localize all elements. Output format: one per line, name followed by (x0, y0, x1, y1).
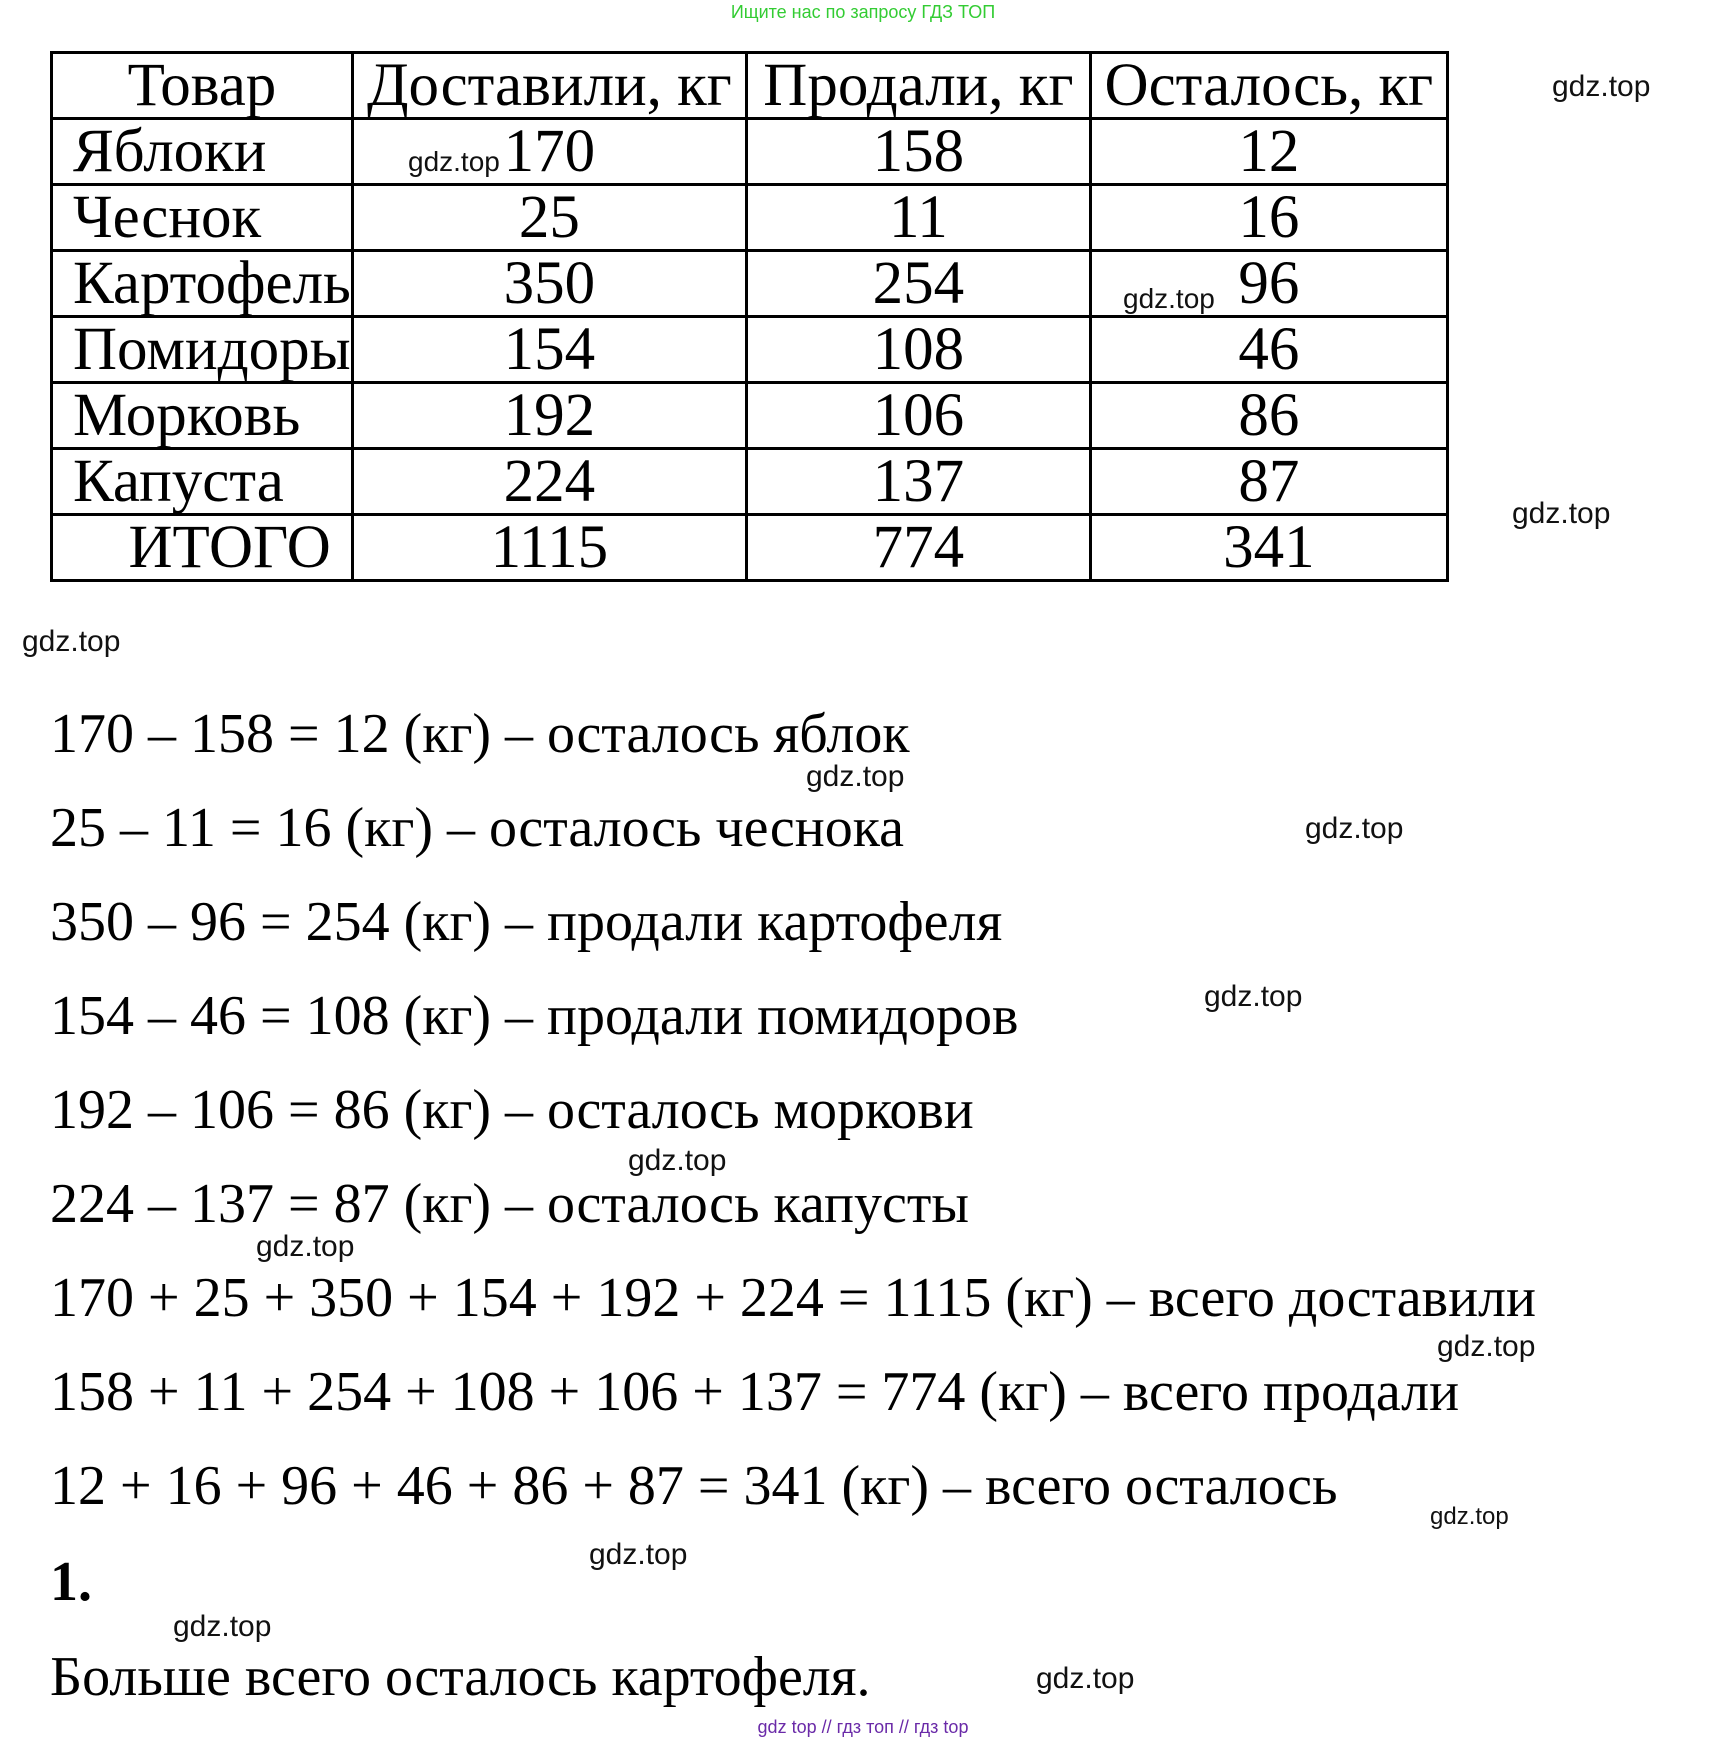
cell-total-sold: 774 (746, 515, 1090, 581)
cell-product: Морковь (52, 383, 353, 449)
cell-sold: 106 (746, 383, 1090, 449)
equation-line: 192 – 106 = 86 (кг) – осталось моркови (50, 1079, 974, 1141)
cell-sold: 254 (746, 251, 1090, 317)
table-row (52, 383, 1448, 449)
watermark: gdz.top (408, 146, 500, 177)
cell-remaining: 46 (1090, 317, 1447, 383)
equation-line: 224 – 137 = 87 (кг) – осталось капусты (50, 1173, 969, 1235)
table-row (52, 251, 1448, 317)
watermark: gdz.top (1305, 812, 1404, 845)
watermark: gdz.top (1123, 283, 1215, 314)
cell-delivered: 350 (352, 251, 746, 317)
cell-remaining: 16 (1090, 185, 1447, 251)
equation-line: 12 + 16 + 96 + 46 + 86 + 87 = 341 (кг) – всего осталось (50, 1455, 1338, 1517)
watermark: gdz.top (628, 1144, 727, 1177)
header-product: Товар (52, 53, 353, 119)
equation-line: 350 – 96 = 254 (кг) – продали картофеля (50, 891, 1003, 953)
watermark: gdz.top (22, 625, 121, 658)
task-number: 1. (50, 1551, 92, 1613)
cell-total-label: ИТОГО (52, 515, 353, 581)
watermark: gdz.top (1204, 980, 1303, 1013)
table-row (52, 185, 1448, 251)
top-banner: Ищите нас по запросу ГДЗ ТОП (730, 2, 996, 22)
cell-product: Помидоры (52, 317, 353, 383)
cell-sold: 137 (746, 449, 1090, 515)
cell-product: Капуста (52, 449, 353, 515)
watermark: gdz.top (1430, 1503, 1509, 1530)
equation-line: 170 – 158 = 12 (кг) – осталось яблок (50, 703, 910, 765)
cell-remaining: 12 (1090, 119, 1447, 185)
table-header-row (52, 53, 1448, 119)
table-row (52, 317, 1448, 383)
table-row (52, 119, 1448, 185)
table-row (52, 449, 1448, 515)
table-total-row (52, 515, 1448, 581)
watermark: gdz.top (1512, 497, 1611, 530)
watermark: gdz.top (173, 1610, 272, 1643)
cell-product: Картофель (52, 251, 353, 317)
cell-delivered: 192 (352, 383, 746, 449)
watermark: gdz.top (806, 760, 905, 793)
cell-total-delivered: 1115 (352, 515, 746, 581)
equation-line: 25 – 11 = 16 (кг) – осталось чеснока (50, 797, 904, 859)
cell-delivered: 170 (352, 119, 746, 185)
cell-delivered: 25 (352, 185, 746, 251)
cell-sold: 108 (746, 317, 1090, 383)
equation-line: 170 + 25 + 350 + 154 + 192 + 224 = 1115 (кг) – всего доставили (50, 1267, 1536, 1329)
cell-delivered: 154 (352, 317, 746, 383)
cell-delivered: 224 (352, 449, 746, 515)
cell-product: Яблоки (52, 119, 353, 185)
cell-total-remaining: 341 (1090, 515, 1447, 581)
cell-product: Чеснок (52, 185, 353, 251)
watermark: gdz.top (1552, 70, 1651, 103)
footer: gdz top // гдз топ // гдз top (757, 1717, 969, 1737)
goods-table (50, 51, 1449, 582)
cell-remaining: 96 (1090, 251, 1447, 317)
equation-line: 158 + 11 + 254 + 108 + 106 + 137 = 774 (кг) – всего продали (50, 1361, 1460, 1423)
answer-text: Больше всего осталось картофеля. (50, 1646, 871, 1708)
watermark: gdz.top (1437, 1330, 1536, 1363)
watermark: gdz.top (256, 1230, 355, 1263)
cell-sold: 11 (746, 185, 1090, 251)
cell-sold: 158 (746, 119, 1090, 185)
watermark: gdz.top (1036, 1662, 1135, 1695)
cell-remaining: 87 (1090, 449, 1447, 515)
header-sold: Продали, кг (746, 53, 1090, 119)
cell-remaining: 86 (1090, 383, 1447, 449)
header-delivered: Доставили, кг (352, 53, 746, 119)
watermark: gdz.top (589, 1538, 688, 1571)
header-remaining: Осталось, кг (1090, 53, 1447, 119)
equation-line: 154 – 46 = 108 (кг) – продали помидоров (50, 985, 1019, 1047)
